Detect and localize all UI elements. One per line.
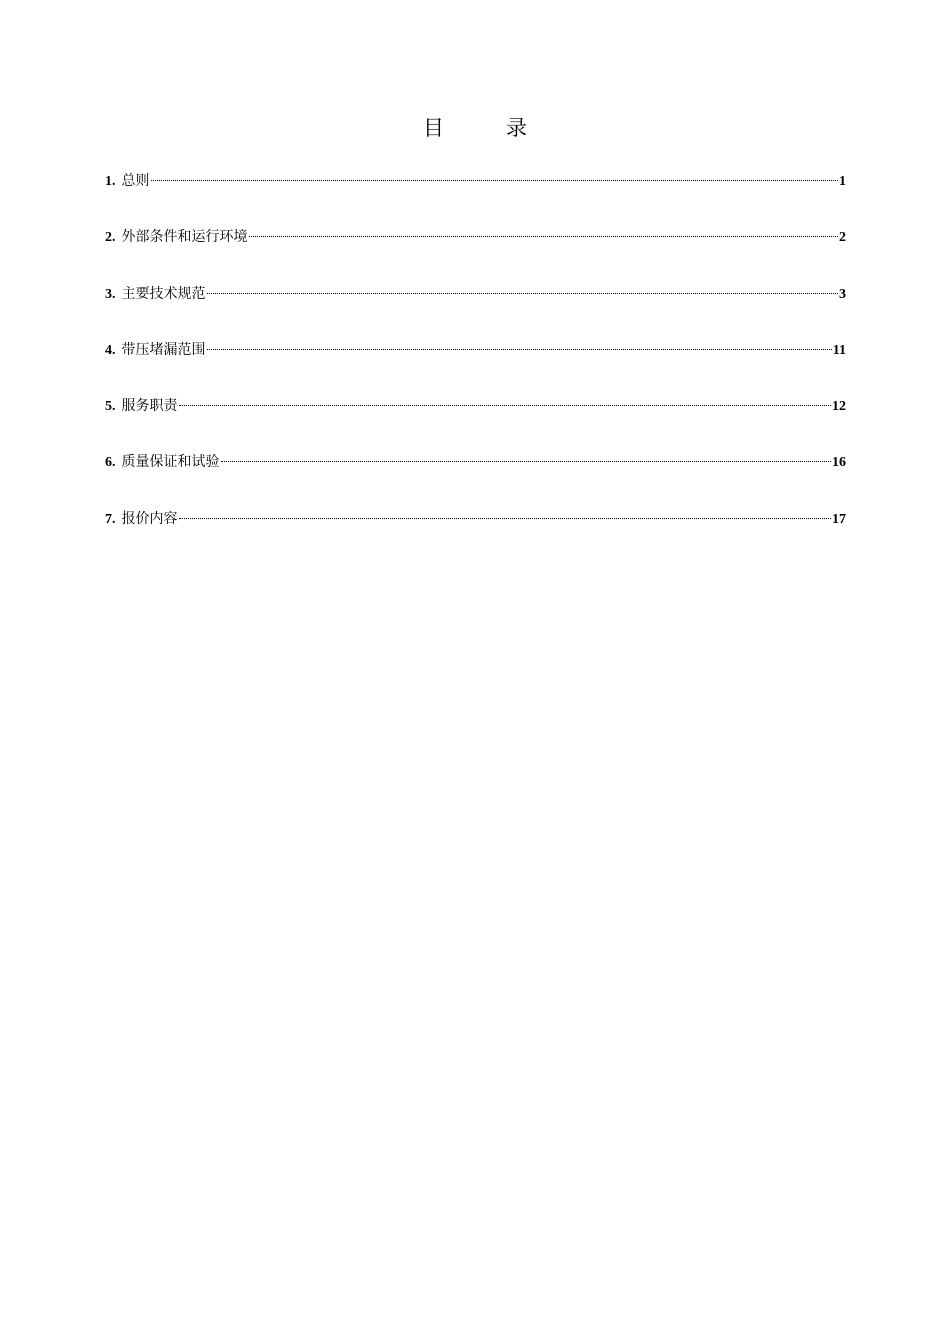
toc-entry-page: 3 [839, 286, 846, 302]
toc-entry-page: 2 [839, 230, 846, 246]
toc-entry-page: 11 [832, 342, 846, 358]
toc-dot-leader [179, 405, 832, 406]
toc-entry-number: 4. [105, 342, 116, 358]
toc-list [105, 170, 846, 564]
toc-entry-number: 1. [105, 174, 116, 189]
toc-entry-5[interactable] [105, 395, 846, 417]
toc-dot-leader [207, 293, 839, 294]
toc-entry-number: 2. [105, 230, 116, 246]
toc-entry-7[interactable] [105, 508, 846, 530]
toc-entry-1[interactable] [105, 170, 846, 192]
toc-entry-number: 7. [105, 511, 116, 527]
toc-dot-leader [249, 236, 839, 237]
toc-dot-leader [221, 461, 832, 462]
toc-entry-label: 带压堵漏范围 [121, 341, 206, 358]
toc-title [0, 114, 950, 142]
toc-entry-label: 报价内容 [121, 510, 178, 527]
toc-entry-label: 主要技术规范 [121, 285, 206, 302]
toc-entry-4[interactable] [105, 339, 846, 361]
toc-entry-page: 16 [832, 455, 846, 471]
toc-entry-6[interactable] [105, 451, 846, 473]
toc-dot-leader [151, 180, 839, 181]
toc-dot-leader [179, 518, 832, 519]
toc-title-char-2: 录 [506, 116, 527, 140]
toc-entry-label: 外部条件和运行环境 [121, 229, 248, 246]
toc-title-char-1: 目 [423, 116, 444, 140]
toc-entry-number: 6. [105, 455, 116, 471]
toc-entry-label: 质量保证和试验 [121, 454, 220, 471]
toc-entry-number: 5. [105, 399, 116, 415]
toc-dot-leader [207, 349, 832, 350]
toc-entry-number: 3. [105, 286, 116, 302]
toc-entry-2[interactable] [105, 226, 846, 248]
toc-entry-page: 1 [839, 174, 846, 189]
toc-entry-label: 总则 [121, 173, 150, 189]
toc-entry-3[interactable] [105, 283, 846, 305]
toc-entry-page: 17 [832, 511, 846, 527]
toc-entry-label: 服务职责 [121, 398, 178, 415]
toc-entry-page: 12 [832, 399, 846, 415]
